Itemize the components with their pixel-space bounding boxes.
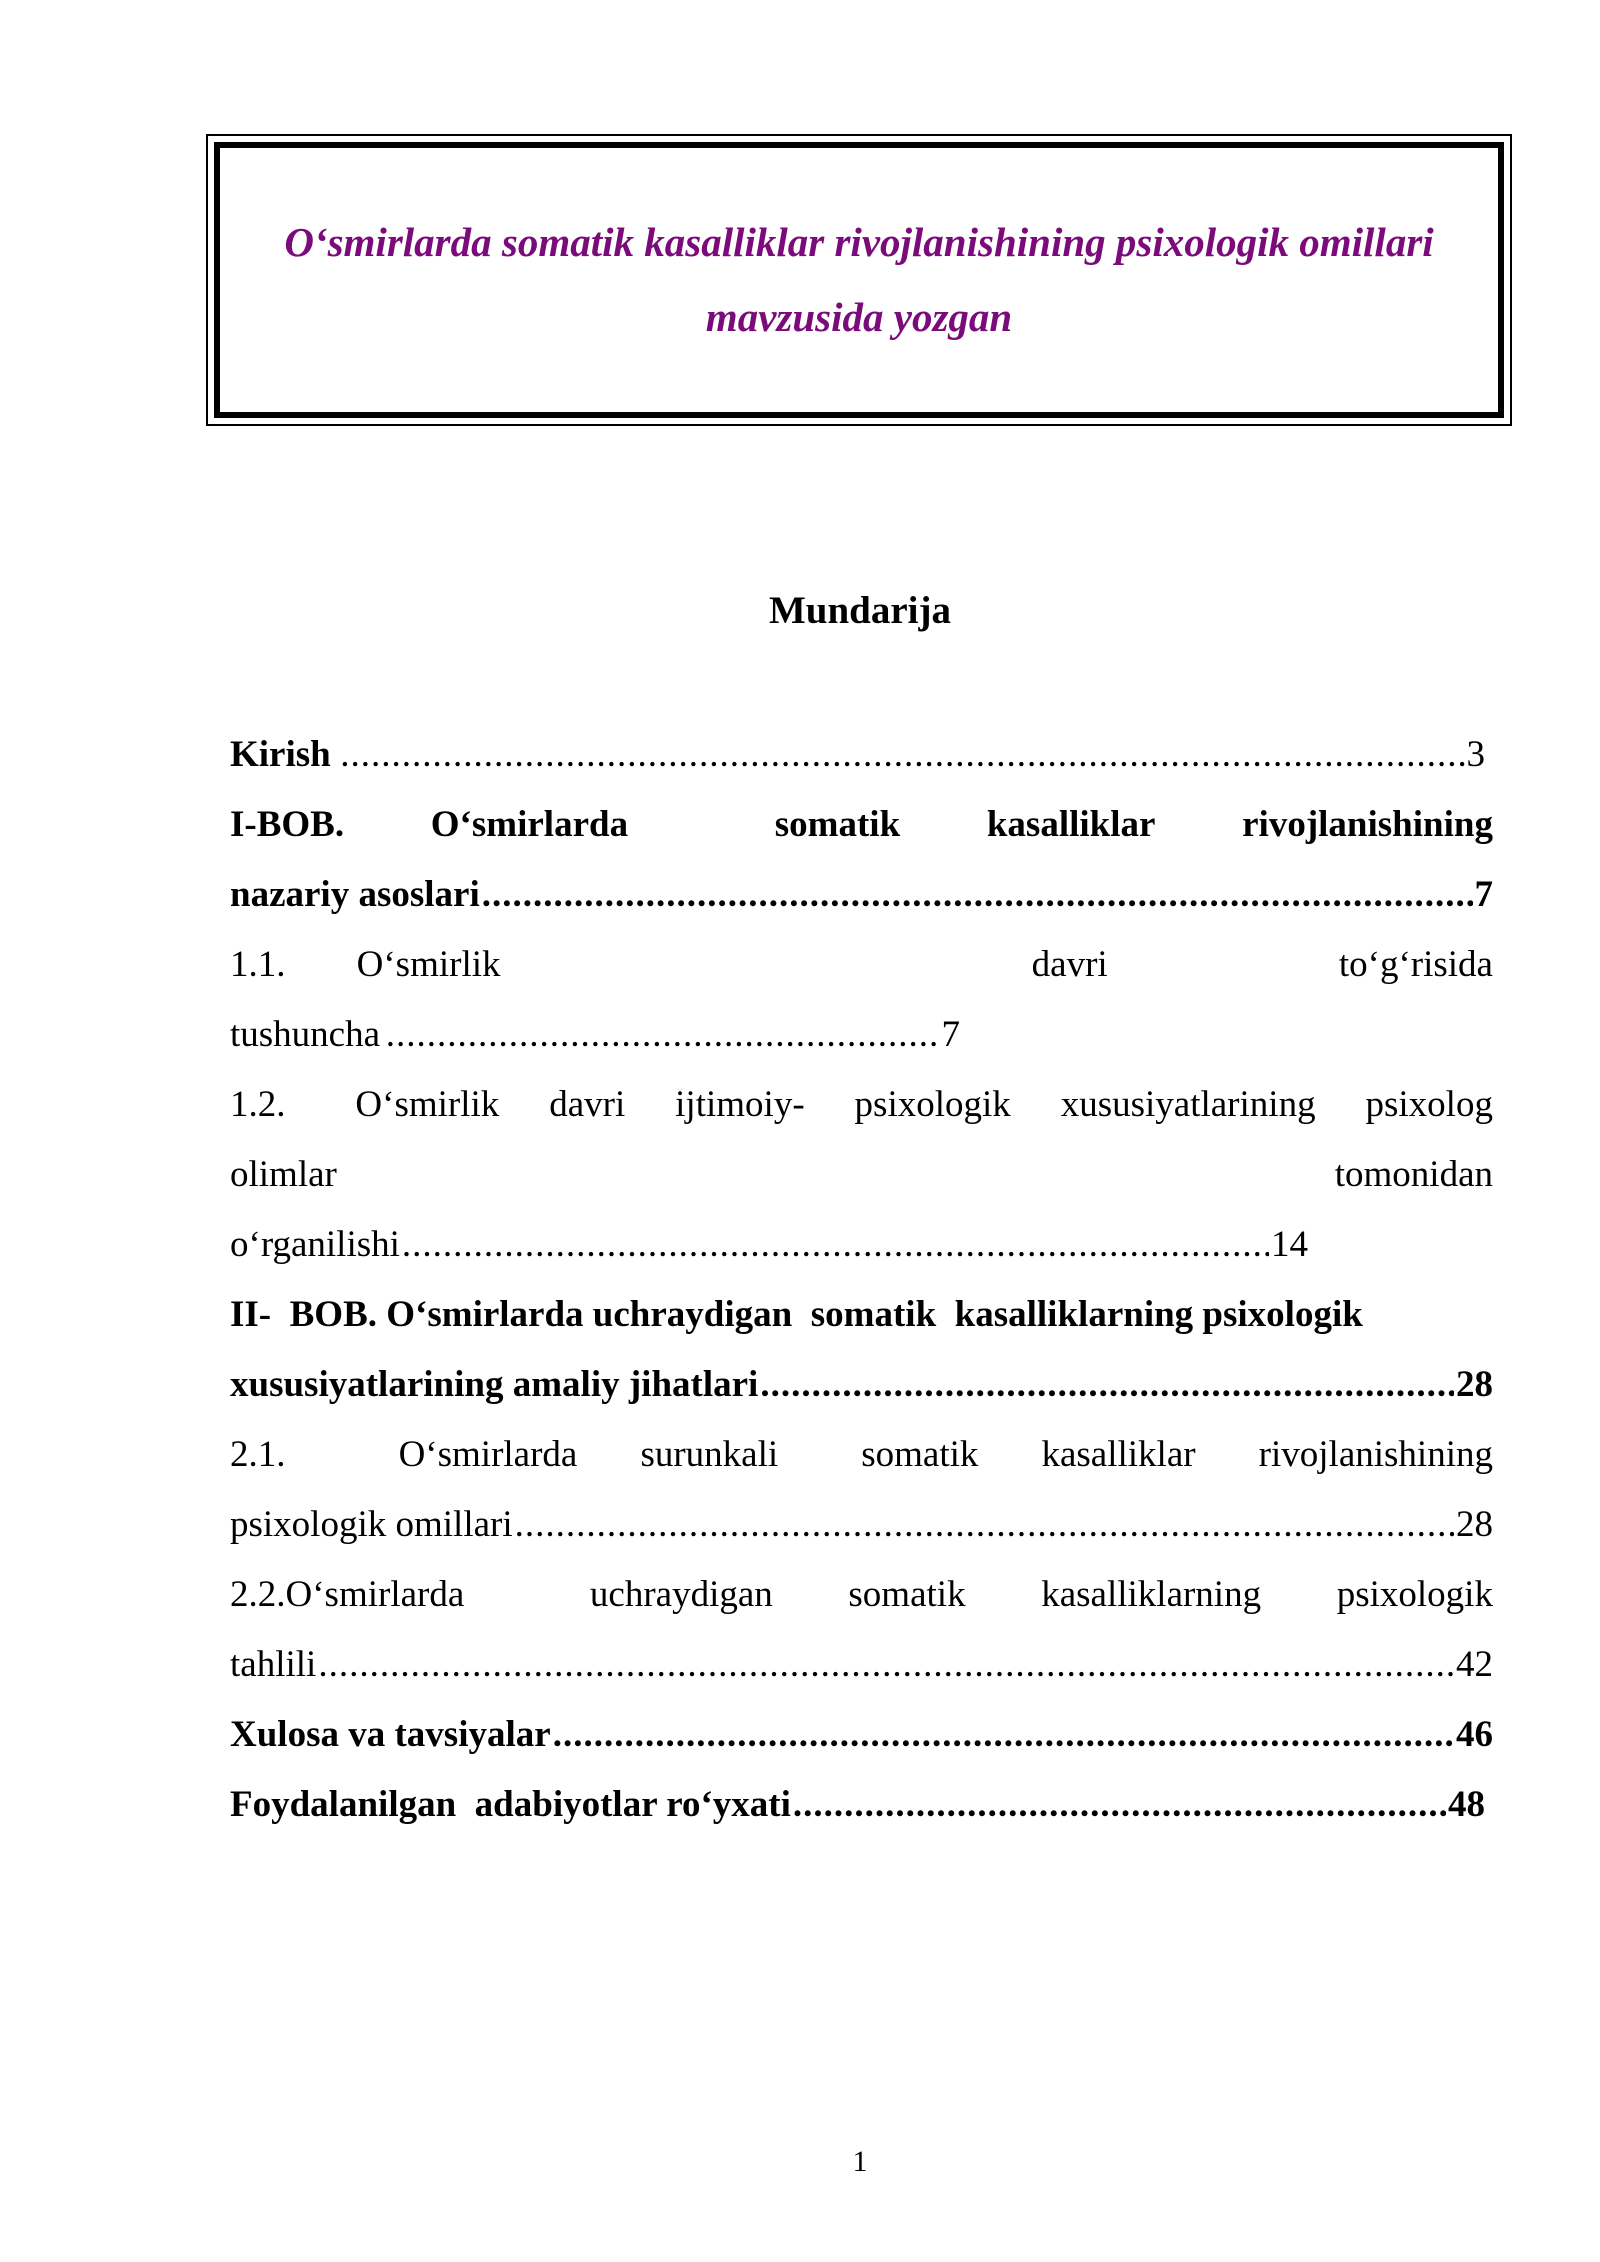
toc-entry-word: rivojlanishining bbox=[1242, 804, 1493, 845]
toc-entry-kirish bbox=[230, 720, 1485, 790]
toc-entry-word: kasalliklarning bbox=[1041, 1574, 1262, 1615]
toc-entry-word: to‘g‘risida bbox=[1338, 944, 1493, 985]
toc-entry-1-1 bbox=[230, 930, 1493, 1000]
toc-entry-word: O‘smirlik bbox=[355, 1084, 500, 1125]
toc-entry-word: O‘smirlarda bbox=[398, 1434, 578, 1475]
dot-leader bbox=[515, 1490, 1454, 1560]
dot-leader bbox=[386, 1000, 940, 1070]
toc-entry-word: rivojlanishining bbox=[1258, 1434, 1493, 1475]
toc-entry-word: ijtimoiy- bbox=[675, 1084, 805, 1125]
toc-entry-word: surunkali bbox=[640, 1434, 779, 1475]
toc-entry-page: 42 bbox=[1456, 1644, 1493, 1685]
toc-entry-adabiyot bbox=[230, 1770, 1485, 1840]
toc-entry-word: somatik bbox=[848, 1574, 966, 1615]
toc-entry-page: 46 bbox=[1456, 1714, 1493, 1755]
toc-entry-word: kasalliklar bbox=[1041, 1434, 1196, 1475]
document-title: O‘smirlarda somatik kasalliklar rivojlanishining psixologik omillari mavzusida yozgan bbox=[284, 219, 1434, 340]
toc-entry-word: O‘smirlarda bbox=[430, 804, 629, 845]
toc-entry-label: II- BOB. O‘smirlarda uchraydigan somatik kasalliklarning psixologik bbox=[230, 1294, 1363, 1335]
toc-entry-label: Xulosa va tavsiyalar bbox=[230, 1714, 551, 1755]
toc-entry-label: Foydalanilgan adabiyotlar ro‘yxati bbox=[230, 1784, 791, 1825]
toc-entry-word: kasalliklar bbox=[986, 804, 1156, 845]
title-frame bbox=[206, 134, 1512, 426]
toc-entry-word: tomonidan bbox=[1334, 1154, 1493, 1195]
toc-entry-1-1-cont bbox=[230, 1000, 960, 1070]
toc-entry-bob1-cont bbox=[230, 860, 1493, 930]
toc-entry-number: 1.2. bbox=[230, 1084, 286, 1125]
toc-entry-word: psixologik bbox=[854, 1084, 1011, 1125]
toc-entry-word: olimlar bbox=[230, 1154, 337, 1195]
toc-entry-bob2 bbox=[230, 1280, 1493, 1350]
toc-entry-2-2 bbox=[230, 1560, 1493, 1630]
dot-leader bbox=[340, 720, 1464, 790]
toc-entry-bob1 bbox=[230, 790, 1493, 860]
dot-leader bbox=[318, 1630, 1454, 1700]
toc-entry-1-2-cont2 bbox=[230, 1210, 1308, 1280]
toc-entry-word: davri bbox=[549, 1084, 626, 1125]
dot-leader bbox=[402, 1210, 1269, 1280]
toc-entry-word: O‘smirlik bbox=[356, 944, 501, 985]
toc-entry-word: davri bbox=[1031, 944, 1108, 985]
dot-leader bbox=[482, 860, 1473, 930]
toc-entry-page: 28 bbox=[1456, 1504, 1493, 1545]
toc-entry-word: psixolog bbox=[1365, 1084, 1493, 1125]
toc-entry-1-2-cont bbox=[230, 1140, 1493, 1210]
toc-entry-label: xususiyatlarining amaliy jihatlari bbox=[230, 1364, 759, 1405]
toc-entry-page: 3 bbox=[1466, 734, 1485, 775]
toc-entry-label: psixologik omillari bbox=[230, 1504, 513, 1545]
toc-entry-number: I-BOB. bbox=[230, 804, 345, 845]
toc-entry-word: psixologik bbox=[1336, 1574, 1493, 1615]
dot-leader bbox=[553, 1700, 1454, 1770]
title-frame-inner bbox=[214, 142, 1504, 418]
dot-leader bbox=[760, 1350, 1454, 1420]
toc-entry-word: uchraydigan bbox=[589, 1574, 773, 1615]
toc-entry-label: tahlili bbox=[230, 1644, 317, 1685]
toc-entry-word: xususiyatlarining bbox=[1060, 1084, 1316, 1125]
table-of-contents bbox=[230, 720, 1493, 1840]
toc-entry-page: 28 bbox=[1456, 1364, 1493, 1405]
toc-entry-2-2-cont bbox=[230, 1630, 1493, 1700]
toc-entry-2-1-cont bbox=[230, 1490, 1493, 1560]
toc-entry-page: 48 bbox=[1448, 1784, 1485, 1825]
toc-heading: Mundarija bbox=[768, 589, 951, 632]
toc-entry-word: 2.2.O‘smirlarda bbox=[230, 1574, 465, 1615]
toc-entry-label: tushuncha bbox=[230, 1014, 381, 1055]
toc-entry-label: nazariy asoslari bbox=[230, 874, 480, 915]
toc-entry-number: 1.1. bbox=[230, 944, 286, 985]
toc-entry-bob2-cont bbox=[230, 1350, 1493, 1420]
toc-entry-word: somatik bbox=[774, 804, 901, 845]
toc-entry-xulosa bbox=[230, 1700, 1493, 1770]
page-number: 1 bbox=[852, 2145, 868, 2178]
toc-entry-1-2 bbox=[230, 1070, 1493, 1140]
toc-entry-word: somatik bbox=[861, 1434, 979, 1475]
toc-entry-page: 7 bbox=[1474, 874, 1493, 915]
toc-entry-label: Kirish bbox=[230, 734, 331, 775]
toc-entry-page: 7 bbox=[941, 1014, 960, 1055]
toc-entry-number: 2.1. bbox=[230, 1434, 286, 1475]
toc-entry-2-1 bbox=[230, 1420, 1493, 1490]
toc-entry-page: 14 bbox=[1271, 1224, 1308, 1265]
dot-leader bbox=[793, 1770, 1446, 1840]
toc-entry-label: o‘rganilishi bbox=[230, 1224, 400, 1265]
